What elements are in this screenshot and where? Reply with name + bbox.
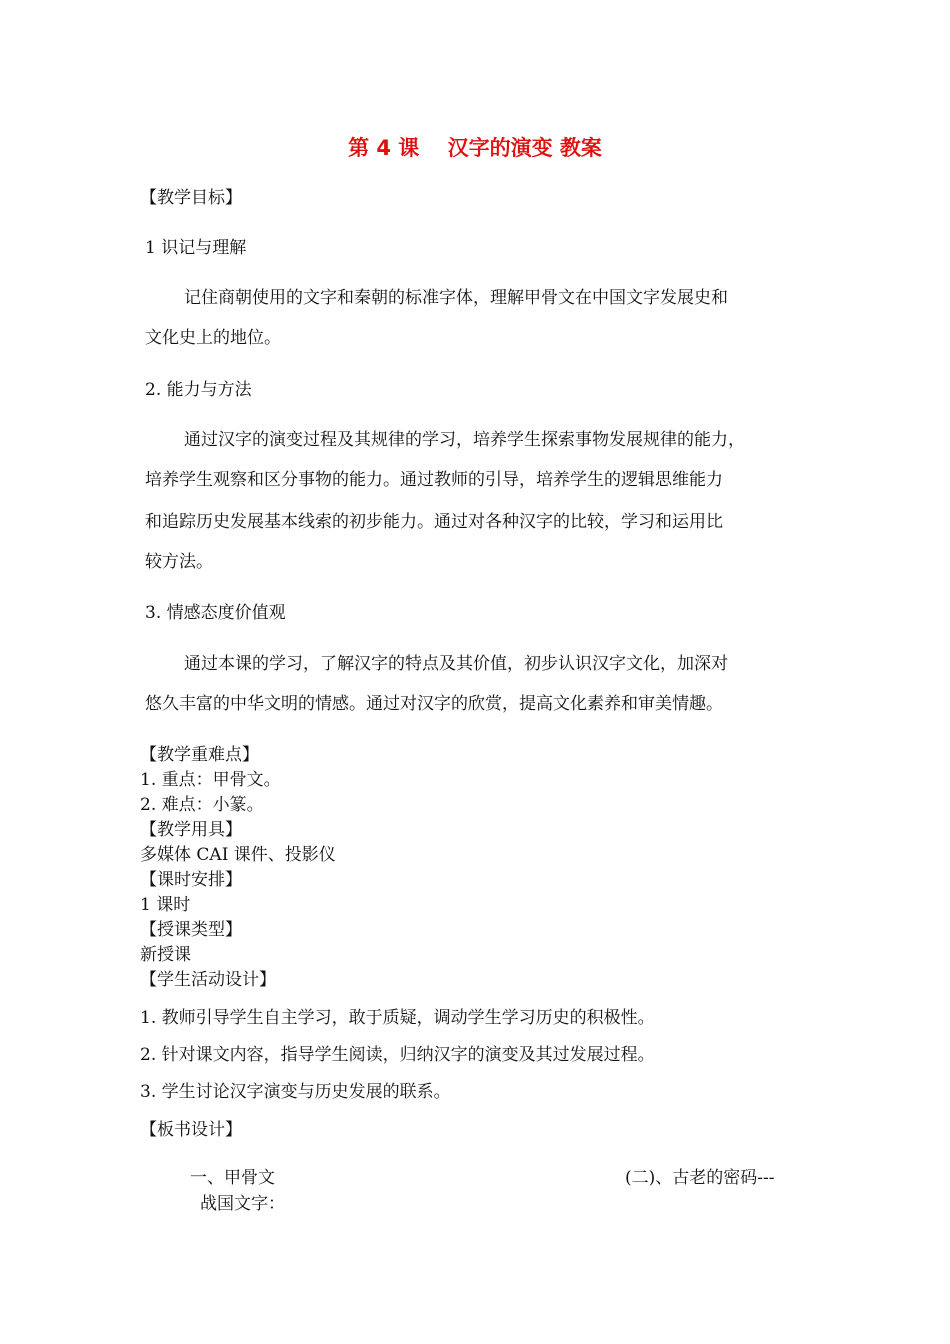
tools-heading: 【教学用具】 — [140, 820, 242, 840]
goal1-heading: 1 识记与理解 — [145, 238, 247, 258]
type-heading: 【授课类型】 — [140, 920, 242, 940]
activity-heading: 【学生活动设计】 — [140, 970, 276, 990]
goal3-heading: 3. 情感态度价值观 — [145, 603, 286, 623]
key-heading: 【教学重难点】 — [140, 745, 259, 765]
goal3-line2: 悠久丰富的中华文明的情感。通过对汉字的欣赏，提高文化素养和审美情趣。 — [145, 694, 723, 714]
goal2-line4: 较方法。 — [145, 552, 213, 572]
goal2-line1: 通过汉字的演变过程及其规律的学习，培养学生探索事物发展规律的能力， — [184, 430, 745, 450]
time-heading: 【课时安排】 — [140, 870, 242, 890]
activity-2: 2. 针对课文内容，指导学生阅读，归纳汉字的演变及其过发展过程。 — [140, 1045, 655, 1065]
board-right-1: (二)、古老的密码--- — [625, 1168, 775, 1188]
activity-1: 1. 教师引导学生自主学习，敢于质疑，调动学生学习历史的积极性。 — [140, 1008, 655, 1028]
board-heading: 【板书设计】 — [140, 1120, 242, 1140]
goal1-line2: 文化史上的地位。 — [145, 328, 281, 348]
time-text: 1 课时 — [140, 895, 191, 915]
goal2-line2: 培养学生观察和区分事物的能力。通过教师的引导，培养学生的逻辑思维能力 — [145, 470, 723, 490]
key-point-2: 2. 难点：小篆。 — [140, 795, 264, 815]
board-left-2: 战国文字： — [200, 1194, 285, 1214]
key-point-1: 1. 重点：甲骨文。 — [140, 770, 281, 790]
goal1-line1: 记住商朝使用的文字和秦朝的标准字体，理解甲骨文在中国文字发展史和 — [184, 288, 728, 308]
goals-heading: 【教学目标】 — [140, 188, 242, 208]
activity-3: 3. 学生讨论汉字演变与历史发展的联系。 — [140, 1082, 451, 1102]
tools-text: 多媒体 CAI 课件、投影仪 — [140, 845, 336, 865]
goal3-line1: 通过本课的学习，了解汉字的特点及其价值，初步认识汉字文化，加深对 — [184, 654, 728, 674]
page-title: 第 4 课 汉字的演变 教案 — [348, 136, 602, 160]
goal2-heading: 2. 能力与方法 — [145, 380, 252, 400]
goal2-line3: 和追踪历史发展基本线索的初步能力。通过对各种汉字的比较，学习和运用比 — [145, 512, 723, 532]
board-left-1: 一、甲骨文 — [190, 1168, 275, 1188]
type-text: 新授课 — [140, 945, 191, 965]
